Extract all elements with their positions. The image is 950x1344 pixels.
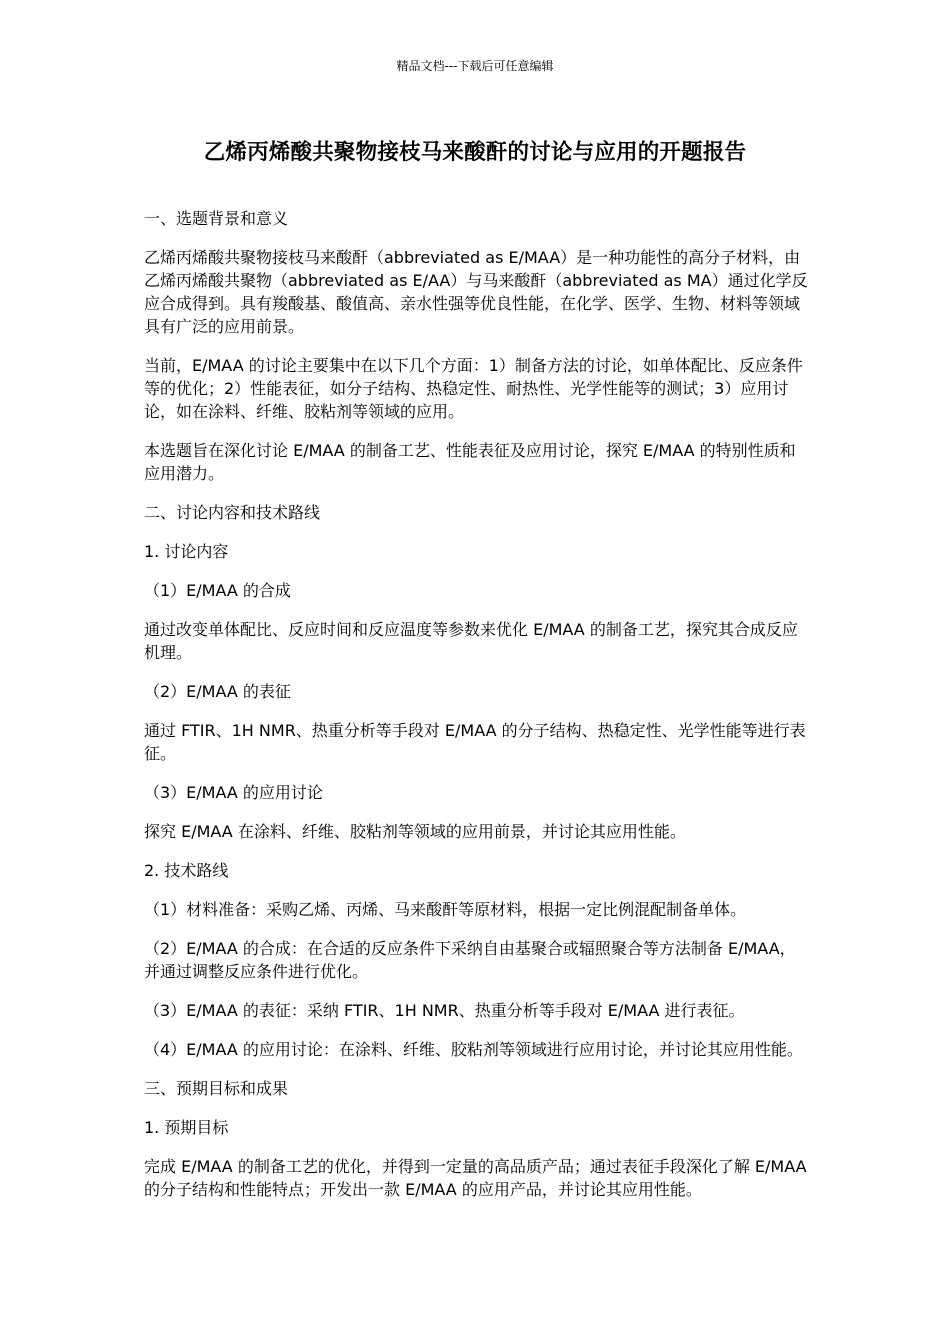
paragraph-characterization: 通过 FTIR、1H NMR、热重分析等手段对 E/MAA 的分子结构、热稳定性、光学性能等进行表征。 bbox=[144, 721, 806, 763]
paragraph-synthesis: 通过改变单体配比、反应时间和反应温度等参数来优化 E/MAA 的制备工艺，探究其合成反应机理。 bbox=[144, 620, 798, 662]
document-title: 乙烯丙烯酸共聚物接枝马来酸酐的讨论与应用的开题报告 bbox=[203, 140, 747, 165]
route-step-synthesis: （2）E/MAA 的合成：在合适的反应条件下采纳自由基聚合或辐照聚合等方法制备 E/MAA，并通过调整反应条件进行优化。 bbox=[144, 939, 796, 981]
paragraph-purpose: 本选题旨在深化讨论 E/MAA 的制备工艺、性能表征及应用讨论，探究 E/MAA 的特别性质和应用潜力。 bbox=[144, 441, 796, 483]
document-body bbox=[144, 207, 809, 1217]
section-heading-content: 二、讨论内容和技术路线 bbox=[144, 503, 321, 522]
route-step-application: （4）E/MAA 的应用讨论：在涂料、纤维、胶粘剂等领域进行应用讨论，并讨论其应用性能。 bbox=[144, 1040, 803, 1059]
item-heading-characterization: （2）E/MAA 的表征 bbox=[144, 682, 291, 701]
paragraph-expected-goals: 完成 E/MAA 的制备工艺的优化，并得到一定量的高品质产品；通过表征手段深化了解 E/MAA 的分子结构和性能特点；开发出一款 E/MAA 的应用产品，并讨论其应用性能。 bbox=[144, 1157, 807, 1199]
subheading-technical-route: 2. 技术路线 bbox=[144, 861, 229, 880]
subheading-research-content: 1. 讨论内容 bbox=[144, 542, 229, 561]
item-heading-application: （3）E/MAA 的应用讨论 bbox=[144, 783, 323, 802]
paragraph-application: 探究 E/MAA 在涂料、纤维、胶粘剂等领域的应用前景，并讨论其应用性能。 bbox=[144, 822, 686, 841]
section-heading-background: 一、选题背景和意义 bbox=[144, 209, 289, 228]
paragraph-intro: 乙烯丙烯酸共聚物接枝马来酸酐（abbreviated as E/MAA）是一种功能性的高分子材料，由乙烯丙烯酸共聚物（abbreviated as E/AA）与马来酸酐（abbreviated as MA）通过化学反应合成得到。具有羧酸基、酸值高、亲水性强等优良性能，在化学、医学、生物、材料等领域具有广泛的应用前景。 bbox=[144, 248, 808, 336]
item-heading-synthesis: （1）E/MAA 的合成 bbox=[144, 581, 291, 600]
route-step-materials: （1）材料准备：采购乙烯、丙烯、马来酸酐等原材料，根据一定比例混配制备单体。 bbox=[144, 900, 747, 919]
paragraph-current-research: 当前，E/MAA 的讨论主要集中在以下几个方面：1）制备方法的讨论，如单体配比、反应条件等的优化；2）性能表征，如分子结构、热稳定性、耐热性、光学性能等的测试；3）应用讨论，如在涂料、纤维、胶粘剂等领域的应用。 bbox=[144, 356, 803, 421]
subheading-expected-goals: 1. 预期目标 bbox=[144, 1118, 229, 1137]
route-step-characterization: （3）E/MAA 的表征：采纳 FTIR、1H NMR、热重分析等手段对 E/MAA 进行表征。 bbox=[144, 1001, 745, 1020]
section-heading-goals: 三、预期目标和成果 bbox=[144, 1079, 289, 1098]
header-note: 精品文档---下载后可任意编辑 bbox=[396, 59, 554, 73]
